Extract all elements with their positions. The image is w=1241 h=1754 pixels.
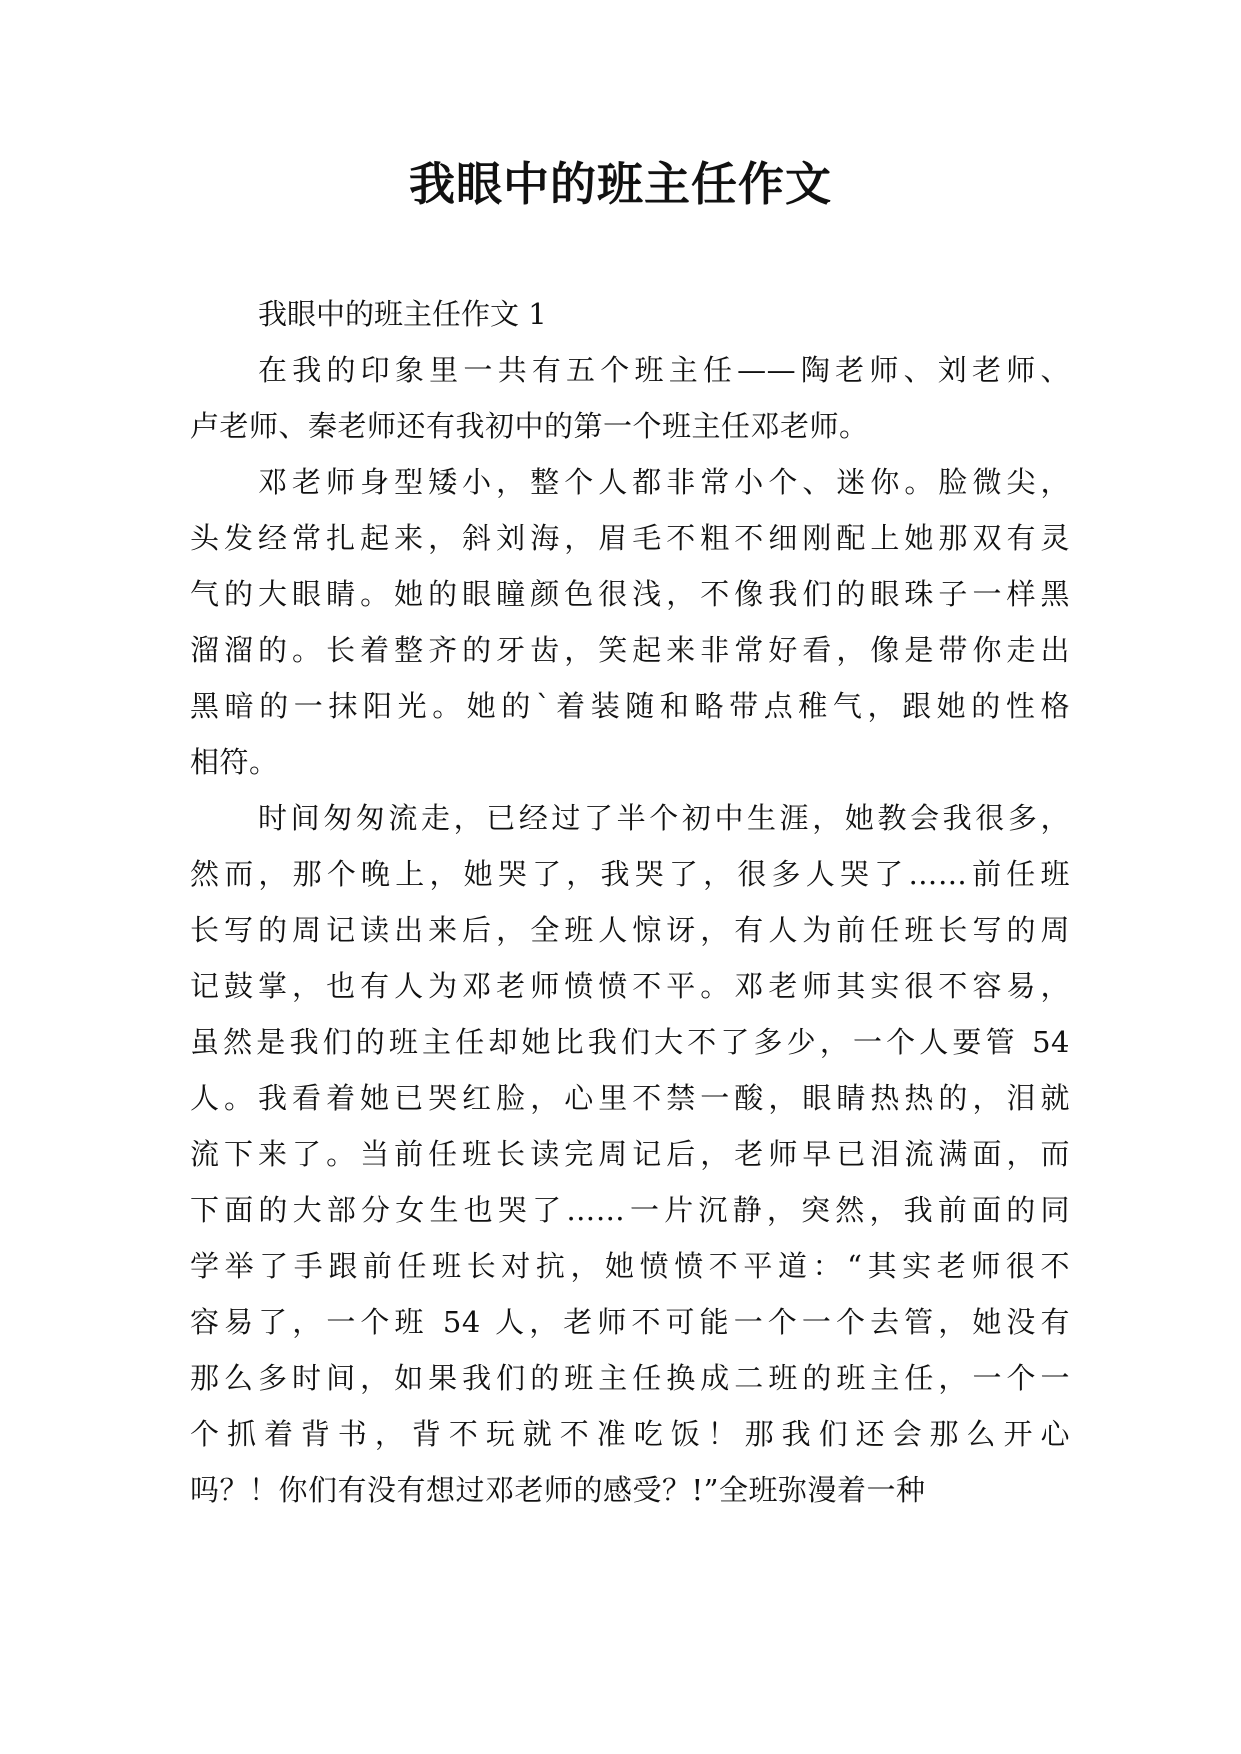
paragraph-line: 那么多时间，如果我们的班主任换成二班的班主任，一个一: [190, 1361, 1070, 1395]
paragraph: [190, 790, 1070, 1518]
paragraph-line: 个抓着背书，背不玩就不准吃饭！那我们还会那么开心: [190, 1417, 1070, 1451]
paragraph: [190, 342, 1070, 454]
paragraph-line: 虽然是我们的班主任却她比我们大不了多少，一个人要管 54: [190, 1025, 1070, 1059]
paragraph-line: 人。我看着她已哭红脸，心里不禁一酸，眼睛热热的，泪就: [190, 1081, 1070, 1115]
paragraph-line: 气的大眼睛。她的眼瞳颜色很浅，不像我们的眼珠子一样黑: [190, 577, 1070, 611]
paragraph-line: 在我的印象里一共有五个班主任——陶老师、刘老师、: [258, 353, 1070, 387]
paragraph-line: 吗？！你们有没有想过邓老师的感受？!”全班弥漫着一种: [190, 1473, 926, 1507]
paragraph-line: 学举了手跟前任班长对抗，她愤愤不平道：“其实老师很不: [190, 1249, 1070, 1283]
document-body: [190, 286, 1070, 1518]
paragraph-line: 流下来了。当前任班长读完周记后，老师早已泪流满面，而: [190, 1137, 1070, 1171]
paragraph-line: 容易了，一个班 54 人，老师不可能一个一个去管，她没有: [190, 1305, 1070, 1339]
paragraph-line: 时间匆匆流走，已经过了半个初中生涯，她教会我很多，: [258, 801, 1070, 835]
paragraph-line: 记鼓掌，也有人为邓老师愤愤不平。邓老师其实很不容易，: [190, 969, 1070, 1003]
paragraph-line: 然而，那个晚上，她哭了，我哭了，很多人哭了……前任班: [190, 857, 1070, 891]
section-heading: 我眼中的班主任作文 1: [258, 297, 547, 331]
document-title: 我眼中的班主任作文: [409, 157, 832, 211]
paragraph-line: 下面的大部分女生也哭了……一片沉静，突然，我前面的同: [190, 1193, 1070, 1227]
paragraph-line: 卢老师、秦老师还有我初中的第一个班主任邓老师。: [190, 409, 869, 443]
paragraph: [190, 454, 1070, 790]
paragraph-list: [190, 342, 1070, 1518]
paragraph-line: 溜溜的。长着整齐的牙齿，笑起来非常好看，像是带你走出: [190, 633, 1070, 667]
paragraph-line: 相符。: [190, 745, 279, 779]
paragraph-line: 邓老师身型矮小，整个人都非常小个、迷你。脸微尖，: [258, 465, 1070, 499]
paragraph-line: 长写的周记读出来后，全班人惊讶，有人为前任班长写的周: [190, 913, 1070, 947]
paragraph-line: 黑暗的一抹阳光。她的`着装随和略带点稚气，跟她的性格: [190, 689, 1070, 723]
paragraph-line: 头发经常扎起来，斜刘海，眉毛不粗不细刚配上她那双有灵: [190, 521, 1070, 555]
